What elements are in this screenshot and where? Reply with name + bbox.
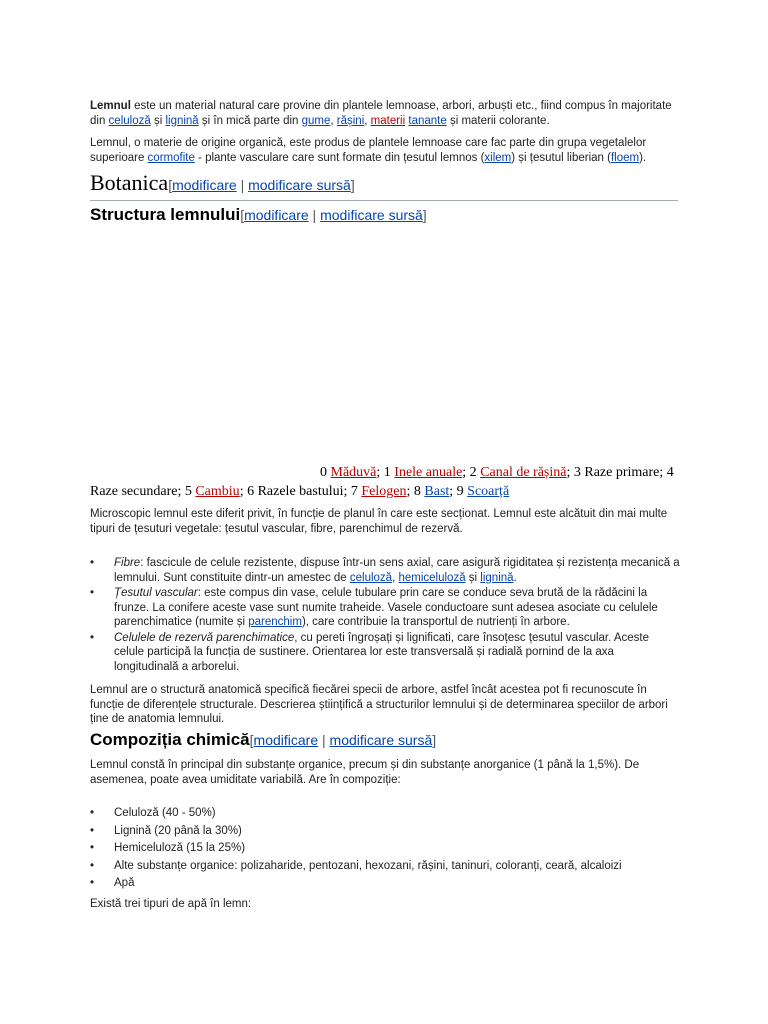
edit-link[interactable]: modificare	[244, 207, 309, 223]
composition-paragraph: Lemnul constă în principal din substanțe organice, precum și din substanțe anorganice (1 până la 1,5%). De asemenea, poate avea umiditate variabilă. Are în compoziție:	[90, 759, 640, 786]
link-canal-de-rasina[interactable]: Canal de rășină	[480, 465, 567, 480]
link-celuloza[interactable]: celuloză	[108, 114, 151, 127]
link-rasini[interactable]: rășini	[336, 114, 365, 127]
link-gume[interactable]: gume	[301, 114, 331, 127]
link-celuloza[interactable]: celuloză	[349, 571, 393, 584]
list-item: • Fibre: fascicule de celule rezistente, dispuse într-un sens axial, care asigură rigiditatea și rezistența mecanică a lemnului. Sunt constituite dintr-un amestec de celuloză, hemiceluloză și lignină.	[90, 557, 680, 584]
edit-source-link[interactable]: modificare sursă	[248, 177, 351, 193]
edit-source-link[interactable]: modificare sursă	[329, 732, 433, 748]
composition-list	[90, 806, 680, 894]
list-item: • Celulele de rezervă parenchimatice, cu pereti îngroșați și lignificati, care însoțesc țesutul vascular. Aceste celule participă la funcția de sustinere. Orientarea lor este transversală și radială pornind de la axa longitudinală a arborelui.	[90, 631, 650, 673]
link-lignina[interactable]: lignină	[165, 114, 199, 127]
structure-paragraph: Microscopic lemnul este diferit privit, în funcție de planul în care este secționat. Lemnul este alcătuit din mai multe tipuri de țesuturi vegetale: țesutul vascular, fibre, parenchimul de rezervă.	[90, 508, 668, 535]
term-lemnul: Lemnul	[90, 100, 131, 112]
bullet-icon: •	[90, 587, 95, 599]
edit-link[interactable]: modificare	[172, 177, 237, 193]
heading-botanica: Botanica[modificare | modificare sursă]	[90, 170, 678, 201]
intro-paragraph-2: Lemnul, o materie de origine organică, este produs de plantele lemnoase care fac parte din grupa vegetalelor superioare cormofite - plante vasculare care sunt formate din țesutul lemnos (xilem) și țesutul liberian (floem).	[90, 137, 647, 164]
tissue-list	[90, 556, 680, 675]
bullet-icon: •	[90, 859, 95, 872]
link-parenchim[interactable]: parenchim	[248, 616, 302, 628]
edit-link[interactable]: modificare	[253, 732, 319, 748]
list-item: • Țesutul vascular: este compus din vase, celule tubulare prin care se conduce seva brută de la rădăcini la frunze. La conifere aceste vase sunt numite traheide. Vasele conductoare sunt adesea asociate cu celulele parenchimatice (numite și parenchim), care contribuie la transportul de nutrienți în arbore.	[90, 587, 658, 628]
edit-section-links: [modificare | modificare sursă]	[240, 207, 427, 223]
figure-caption: 0 Măduvă; 1 Inele anuale; 2 Canal de rășină; 3 Raze primare; 4 Raze secundare; 5 Cambiu; 6 Razele bastului; 7 Felogen; 8 Bast; 9 Scoarță	[90, 465, 674, 499]
list-item: • Hemiceluloză (15 la 25%)	[90, 842, 246, 854]
heading-structura-lemnului: Structura lemnului[modificare | modificare sursă]	[90, 205, 427, 224]
list-item: • Celuloză (40 - 50%)	[90, 807, 216, 819]
link-inele-anuale[interactable]: Inele anuale	[394, 465, 463, 480]
link-bast[interactable]: Bast	[424, 484, 450, 499]
bullet-icon: •	[90, 631, 95, 644]
bullet-icon: •	[90, 824, 95, 837]
link-tanante[interactable]: tanante	[408, 114, 447, 127]
list-item: • Apă	[90, 877, 135, 889]
link-felogen[interactable]: Felogen	[361, 484, 407, 499]
list-item: • Lignină (20 până la 30%)	[90, 824, 242, 837]
link-xilem[interactable]: xilem	[484, 151, 512, 164]
list-item: • Alte substanțe organice: polizaharide, pentozani, hexozani, rășini, taninuri, coloranți, ceară, alcaloizi	[90, 859, 622, 872]
edit-section-links: [modificare | modificare sursă]	[249, 732, 437, 748]
link-lignina[interactable]: lignină	[480, 571, 514, 584]
bullet-icon: •	[90, 807, 95, 819]
link-materii[interactable]: materii	[370, 114, 406, 127]
edit-section-links: [modificare | modificare sursă]	[168, 177, 355, 193]
bullet-icon: •	[90, 557, 95, 569]
link-scoarta[interactable]: Scoarță	[467, 484, 510, 499]
bullet-icon: •	[90, 877, 95, 889]
link-floem[interactable]: floem	[610, 151, 640, 164]
link-maduva[interactable]: Măduvă	[330, 465, 377, 480]
bullet-icon: •	[90, 842, 95, 854]
intro-paragraph-1: Lemnul este un material natural care provine din plantele lemnoase, arbori, arbuști etc., fiind compus în majoritate din celuloză și lignină și în mică parte din gume, rășini, materii tanante și materii colorante.	[90, 100, 672, 127]
link-cambiu[interactable]: Cambiu	[195, 484, 240, 499]
water-types-paragraph: Există trei tipuri de apă în lemn:	[90, 898, 252, 910]
link-cormofite[interactable]: cormofite	[147, 151, 195, 164]
link-hemiceluloza[interactable]: hemiceluloză	[398, 571, 466, 584]
anatomy-paragraph: Lemnul are o structură anatomică specifică fiecărei specii de arbore, astfel încât acestea pot fi recunoscute în funcție de diferențele structurale. Descrierea științifică a structurilor lemnului și de determinarea speciilor de arbori ține de anatomia lemnului.	[90, 684, 668, 725]
heading-compozitia-chimica: Compoziția chimică[modificare | modificare sursă]	[90, 730, 437, 749]
edit-source-link[interactable]: modificare sursă	[320, 207, 423, 223]
